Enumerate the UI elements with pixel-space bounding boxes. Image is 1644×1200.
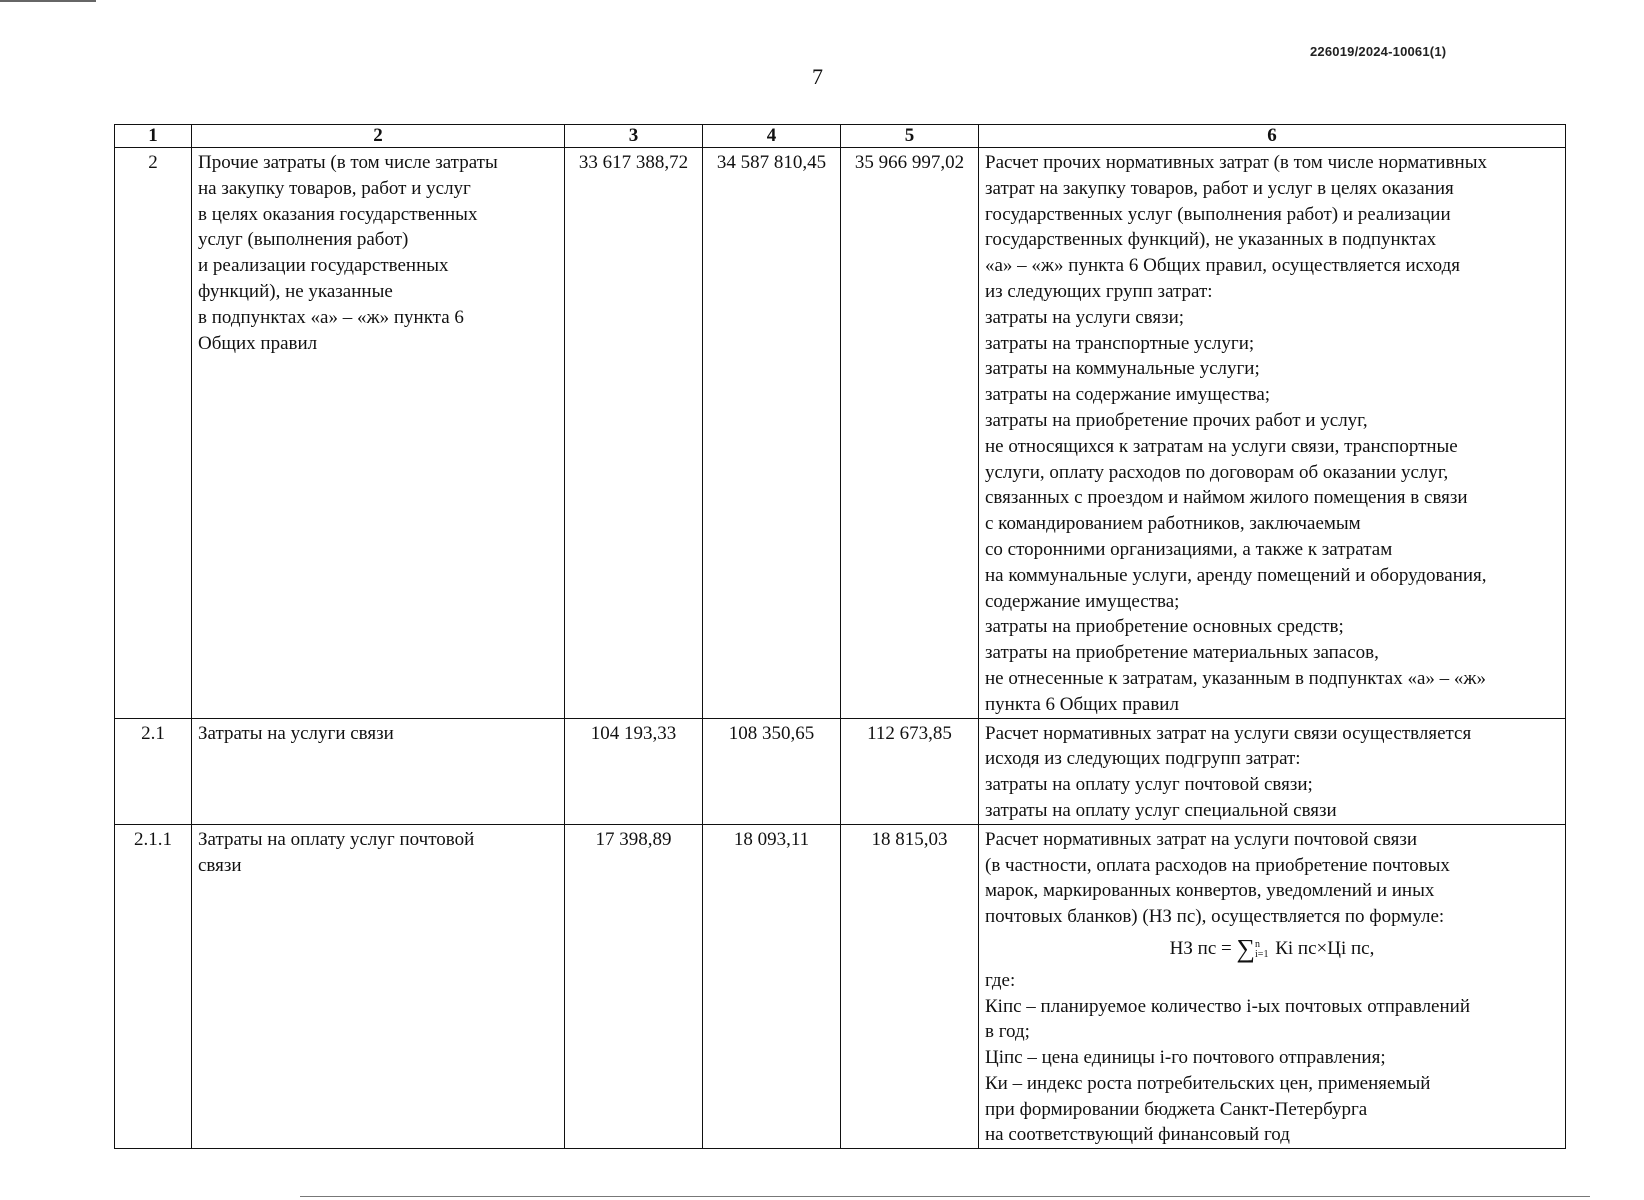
text-line: связи: [198, 854, 242, 876]
column-header: 2: [192, 125, 565, 148]
text-line: с командированием работников, заключаемым: [985, 513, 1361, 535]
text-line: не относящихся к затратам на услуги связи, транспортные: [985, 435, 1458, 457]
value-year-3: 18 815,03: [841, 824, 979, 1149]
text-line: Затраты на оплату услуг почтовой: [198, 828, 475, 850]
column-header: 1: [115, 125, 192, 148]
text-line: Расчет нормативных затрат на услуги связи осуществляется: [985, 722, 1472, 744]
text-line: на закупку товаров, работ и услуг: [198, 177, 471, 199]
text-line: не отнесенные к затратам, указанным в подпунктах «а» – «ж»: [985, 667, 1487, 689]
text-line: пункта 6 Общих правил: [985, 693, 1179, 715]
formula: [985, 933, 1559, 963]
value-year-2: 34 587 810,45: [703, 148, 841, 719]
value-year-1: 17 398,89: [565, 824, 703, 1149]
sum-lower: i=1: [1255, 948, 1269, 960]
text-line: со сторонними организациями, а также к затратам: [985, 538, 1393, 560]
text-line: и реализации государственных: [198, 255, 449, 277]
sum-symbol: ∑: [1236, 933, 1256, 963]
text-line: Цiпс – цена единицы i-го почтового отправления;: [985, 1047, 1386, 1069]
scan-edge-mark: [0, 0, 96, 2]
text-line: услуг (выполнения работ): [198, 229, 409, 251]
text-line: где:: [985, 969, 1016, 991]
text-line: на коммунальные услуги, аренду помещений и оборудования,: [985, 564, 1487, 586]
text-line: при формировании бюджета Санкт-Петербурга: [985, 1098, 1368, 1120]
text-line: Затраты на услуги связи: [198, 722, 394, 744]
table-row: [115, 148, 1566, 719]
text-line: затраты на приобретение материальных запасов,: [985, 642, 1379, 664]
text-line: в год;: [985, 1021, 1030, 1043]
text-line: Расчет нормативных затрат на услуги почтовой связи: [985, 828, 1417, 850]
text-line: связанных с проездом и наймом жилого помещения в связи: [985, 487, 1468, 509]
column-header: 4: [703, 125, 841, 148]
text-line: Расчет прочих нормативных затрат (в том числе нормативных: [985, 152, 1487, 173]
text-line: почтовых бланков) (НЗ пс), осуществляется по формуле:: [985, 906, 1445, 928]
text-line: содержание имущества;: [985, 590, 1180, 612]
cost-table: [114, 124, 1566, 1149]
text-line: исходя из следующих подгрупп затрат:: [985, 748, 1301, 770]
text-line: государственных функций), не указанных в подпунктах: [985, 229, 1437, 251]
document-id: 226019/2024-10061(1): [1310, 44, 1447, 59]
text-line: затраты на содержание имущества;: [985, 384, 1271, 406]
text-line: затраты на приобретение прочих работ и услуг,: [985, 409, 1368, 431]
row-name: [192, 824, 565, 1149]
text-line: государственных услуг (выполнения работ) и реализации: [985, 203, 1451, 225]
text-line: затраты на оплату услуг специальной связи: [985, 799, 1337, 821]
text-line: затраты на приобретение основных средств;: [985, 616, 1344, 638]
row-description: [979, 824, 1566, 1149]
text-line: затраты на коммунальные услуги;: [985, 358, 1260, 380]
text-line: функций), не указанные: [198, 280, 393, 302]
formula-lhs: НЗ пс =: [1169, 937, 1232, 959]
row-name: [192, 718, 565, 824]
value-year-3: 112 673,85: [841, 718, 979, 824]
sum-upper: n: [1255, 938, 1261, 950]
text-line: марок, маркированных конвертов, уведомлений и иных: [985, 880, 1435, 902]
row-description: [979, 148, 1566, 719]
row-number: 2.1.1: [115, 824, 192, 1149]
column-header: 5: [841, 125, 979, 148]
text-line: Общих правил: [198, 332, 318, 354]
value-year-2: 18 093,11: [703, 824, 841, 1149]
page-number: 7: [812, 64, 823, 89]
column-header: 3: [565, 125, 703, 148]
text-line: в подпунктах «а» – «ж» пункта 6: [198, 306, 464, 328]
text-line: затраты на оплату услуг почтовой связи;: [985, 774, 1313, 796]
table-row: [115, 718, 1566, 824]
value-year-1: 104 193,33: [565, 718, 703, 824]
text-line: затрат на закупку товаров, работ и услуг в целях оказания: [985, 177, 1454, 199]
row-number: 2.1: [115, 718, 192, 824]
value-year-3: 35 966 997,02: [841, 148, 979, 719]
text-line: затраты на услуги связи;: [985, 306, 1185, 328]
value-year-2: 108 350,65: [703, 718, 841, 824]
row-description: [979, 718, 1566, 824]
sum-limits: [1255, 940, 1268, 960]
text-line: Прочие затраты (в том числе затраты: [198, 152, 498, 173]
text-line: затраты на транспортные услуги;: [985, 332, 1255, 354]
table-row: [115, 824, 1566, 1149]
scan-edge-mark: [300, 1196, 1590, 1197]
column-header: 6: [979, 125, 1566, 148]
text-line: Кiпс – планируемое количество i-ых почтовых отправлений: [985, 995, 1470, 1017]
table-header-row: [115, 125, 1566, 148]
text-line: услуги, оплату расходов по договорам об оказании услуг,: [985, 461, 1449, 483]
text-line: Ки – индекс роста потребительских цен, применяемый: [985, 1072, 1431, 1094]
text-line: «а» – «ж» пункта 6 Общих правил, осуществляется исходя: [985, 255, 1460, 277]
row-name: [192, 148, 565, 719]
text-line: из следующих групп затрат:: [985, 280, 1213, 302]
row-number: 2: [115, 148, 192, 719]
value-year-1: 33 617 388,72: [565, 148, 703, 719]
text-line: (в частности, оплата расходов на приобретение почтовых: [985, 854, 1450, 876]
text-line: в целях оказания государственных: [198, 203, 478, 225]
text-line: на соответствующий финансовый год: [985, 1124, 1290, 1146]
formula-rhs: Кi пс×Цi пс,: [1275, 937, 1375, 959]
